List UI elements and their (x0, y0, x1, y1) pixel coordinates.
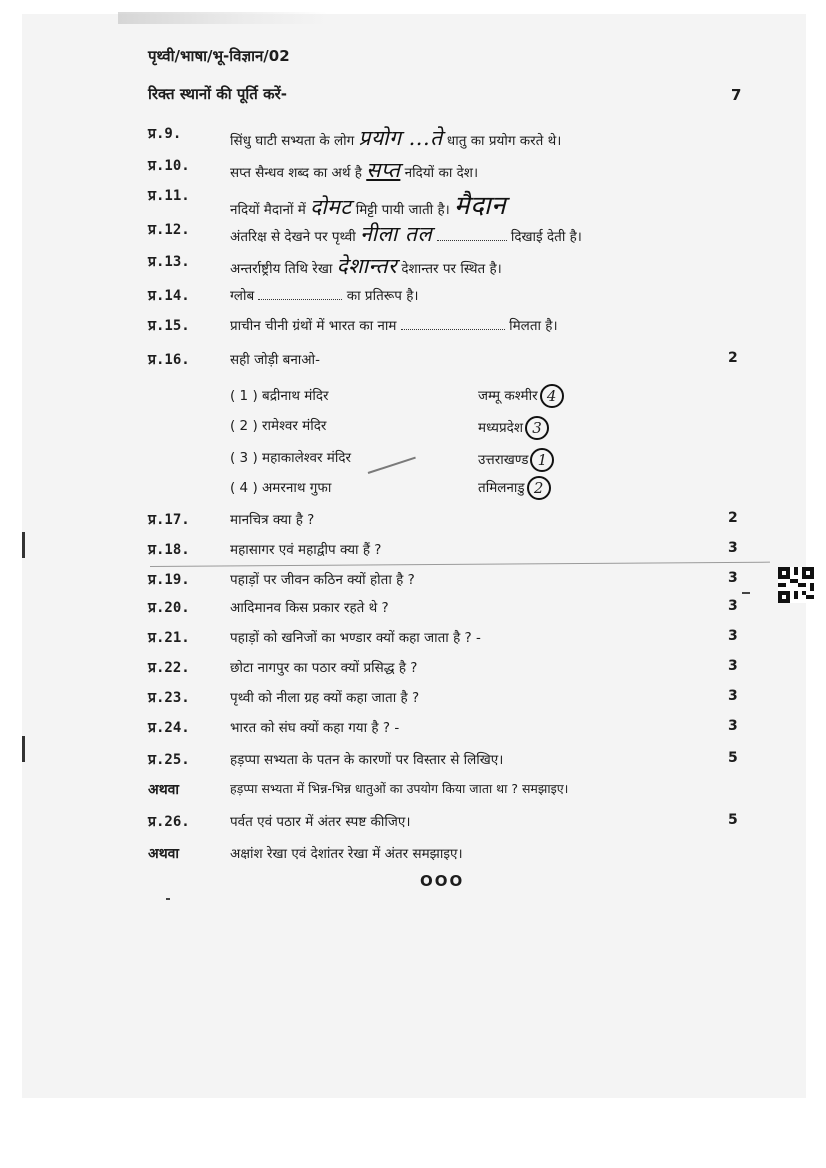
scan-speck (166, 898, 170, 900)
question-number: प्र.9. (148, 126, 182, 142)
question-text (230, 124, 561, 152)
question-text-before: ग्लोब (230, 288, 255, 304)
handwritten-answer: सप्त (366, 158, 401, 182)
match-right-item (478, 448, 554, 472)
question-text (230, 252, 502, 280)
match-right-item (478, 416, 549, 440)
question-text-before: सप्त सैन्धव शब्द का अर्थ है (230, 165, 362, 181)
question-row (148, 510, 748, 534)
match-left-item: ( 1 ) बद्रीनाथ मंदिर (230, 388, 329, 404)
question-text: हड़प्पा सभ्यता के पतन के कारणों पर विस्तार से लिखिए। (230, 752, 504, 768)
handwritten-extra: मैदान (454, 191, 507, 221)
question-row (148, 658, 748, 682)
question-text-after: धातु का प्रयोग करते थे। (446, 133, 562, 149)
match-right-item (478, 476, 551, 500)
match-right-label: जम्मू कश्मीर (478, 388, 538, 404)
question-row (148, 750, 748, 774)
question-number: प्र.16. (148, 352, 190, 368)
question-text (230, 286, 419, 304)
qr-code-icon (778, 566, 814, 604)
circled-answer: 3 (525, 416, 549, 440)
question-number: प्र.17. (148, 512, 190, 528)
page-footer: OOO (420, 872, 465, 890)
question-number: प्र.20. (148, 600, 190, 616)
section-instruction: रिक्त स्थानों की पूर्ति करें- (148, 85, 287, 103)
question-number: प्र.19. (148, 572, 190, 588)
question-text (230, 156, 478, 184)
match-right-label: उत्तराखण्ड (478, 452, 529, 468)
question-number: प्र.26. (148, 814, 190, 830)
question-row (148, 598, 748, 622)
question-text-before: नदियों मैदानों में (230, 202, 306, 218)
question-text-after: का प्रतिरूप है। (346, 288, 419, 304)
match-right-item (478, 384, 564, 408)
question-text: सही जोड़ी बनाओ- (230, 352, 320, 368)
question-text: अक्षांश रेखा एवं देशांतर रेखा में अंतर समझाइए। (230, 846, 463, 862)
question-text: महासागर एवं महाद्वीप क्या हैं ? (230, 542, 382, 558)
question-number: प्र.15. (148, 318, 190, 334)
handwritten-answer: नीला तल (360, 222, 433, 246)
match-right-label: तमिलनाडु (478, 480, 525, 496)
question-number: प्र.12. (148, 222, 190, 238)
match-right-label: मध्यप्रदेश (478, 420, 524, 436)
circled-answer: 1 (530, 448, 554, 472)
question-row (148, 844, 748, 868)
question-row (148, 570, 748, 594)
question-number: प्र.24. (148, 720, 190, 736)
question-text-before: अन्तर्राष्ट्रीय तिथि रेखा (230, 261, 333, 277)
handwritten-answer: प्रयोग ...ते (358, 126, 443, 150)
scan-speck (742, 592, 750, 594)
question-marks: 3 (728, 658, 738, 674)
question-number: प्र.23. (148, 690, 190, 706)
handwritten-answer: देशान्तर (336, 254, 398, 278)
question-text (230, 220, 582, 248)
question-number: प्र.14. (148, 288, 190, 304)
question-row (148, 718, 748, 742)
question-row (148, 316, 748, 340)
question-marks: 2 (728, 350, 738, 366)
question-marks: 3 (728, 570, 738, 586)
question-number: प्र.10. (148, 158, 190, 174)
scan-edge-mark (22, 532, 25, 558)
question-row (148, 350, 748, 374)
circled-answer: 2 (527, 476, 551, 500)
question-text-after: मिट्टी पायी जाती है। (355, 202, 450, 218)
question-text: मानचित्र क्या है ? (230, 512, 315, 528)
question-number: प्र.22. (148, 660, 190, 676)
question-row (148, 628, 748, 652)
section-marks: 7 (731, 86, 742, 104)
question-marks: 5 (728, 750, 738, 766)
question-marks: 5 (728, 812, 738, 828)
paper-header: पृथ्वी/भाषा/भू-विज्ञान/02 (148, 47, 290, 65)
question-row (148, 252, 748, 276)
question-marks: 3 (728, 628, 738, 644)
question-marks: 3 (728, 598, 738, 614)
question-number: प्र.18. (148, 542, 190, 558)
question-row (148, 540, 748, 564)
question-text-before: प्राचीन चीनी ग्रंथों में भारत का नाम (230, 318, 397, 334)
question-number: प्र.25. (148, 752, 190, 768)
question-text: भारत को संघ क्यों कहा गया है ? - (230, 720, 400, 736)
question-text: छोटा नागपुर का पठार क्यों प्रसिद्ध है ? (230, 660, 418, 676)
question-row (148, 688, 748, 712)
question-number: प्र.13. (148, 254, 190, 270)
match-left-item: ( 4 ) अमरनाथ गुफा (230, 480, 332, 496)
question-text-after: नदियों का देश। (404, 165, 479, 181)
question-text-before: अंतरिक्ष से देखने पर पृथ्वी (230, 229, 356, 245)
blank-line (401, 329, 505, 330)
question-row (148, 186, 748, 221)
question-text: पहाड़ों को खनिजों का भण्डार क्यों कहा जाता है ? - (230, 630, 481, 646)
question-marks: 3 (728, 718, 738, 734)
scan-smudge (118, 12, 328, 24)
question-text-before: सिंधु घाटी सभ्यता के लोग (230, 133, 355, 149)
question-text-after: देशान्तर पर स्थित है। (401, 261, 502, 277)
question-text (230, 316, 558, 334)
scan-edge-mark (22, 736, 25, 762)
question-row (148, 156, 748, 180)
match-left-item: ( 2 ) रामेश्वर मंदिर (230, 418, 327, 434)
question-text: पृथ्वी को नीला ग्रह क्यों कहा जाता है ? (230, 690, 420, 706)
circled-answer: 4 (540, 384, 564, 408)
blank-line (437, 240, 507, 241)
handwritten-answer: दोमट (310, 195, 352, 219)
question-row (148, 220, 748, 244)
question-text-after: दिखाई देती है। (510, 229, 582, 245)
question-row (148, 124, 748, 148)
question-marks: 3 (728, 688, 738, 704)
question-marks: 2 (728, 510, 738, 526)
question-text: पहाड़ों पर जीवन कठिन क्यों होता है ? (230, 572, 415, 588)
question-row (148, 812, 748, 836)
question-number: प्र.11. (148, 188, 190, 204)
question-marks: 3 (728, 540, 738, 556)
question-row (148, 780, 748, 804)
question-text: हड़प्पा सभ्यता में भिन्न-भिन्न धातुओं का उपयोग किया जाता था ? समझाइए। (230, 781, 569, 796)
question-number: प्र.21. (148, 630, 190, 646)
blank-line (258, 299, 342, 300)
question-text: आदिमानव किस प्रकार रहते थे ? (230, 600, 389, 616)
question-number: अथवा (148, 782, 180, 798)
question-text: पर्वत एवं पठार में अंतर स्पष्ट कीजिए। (230, 814, 411, 830)
question-text (230, 186, 506, 222)
question-number: अथवा (148, 846, 180, 862)
question-row (148, 286, 748, 310)
match-left-item: ( 3 ) महाकालेश्वर मंदिर (230, 450, 352, 466)
question-text-after: मिलता है। (509, 318, 558, 334)
